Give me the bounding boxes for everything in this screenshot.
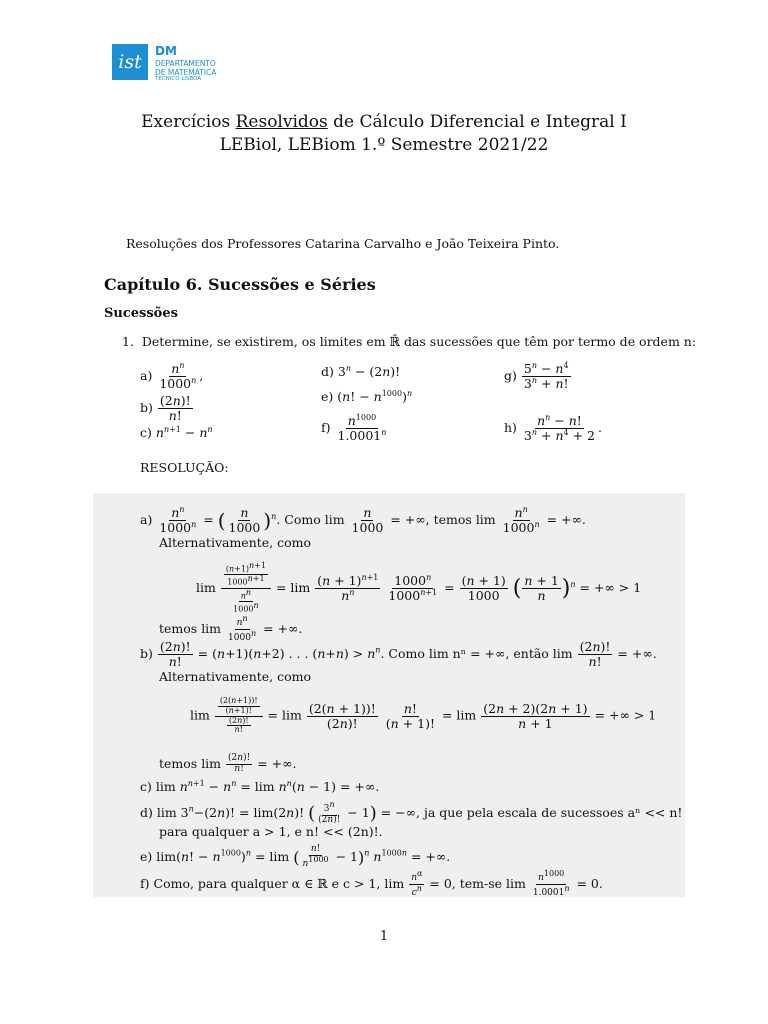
item-g: g) $\frac{5^n - n^4}{3^n + n!}$ xyxy=(504,361,569,392)
item-d: d) $3^n - (2n)$! xyxy=(321,364,401,380)
solution-b-alt-equation: lim $\frac{\frac{(2(n+1))!}{(n+1)!}}{\frac{(2n)!}{n!}}$ = lim $\frac{(2(n + 1))!}{(2n)!}$ $\frac{n!}{(n + 1)!}$ = lim $\frac{(2n + 2)(2n + 1)}{n + 1}$ = +∞ > 1 xyxy=(190,696,657,735)
solution-c: c) $\lim n^{n+1} - n^n = \lim n^n(n - 1)$ = +∞. xyxy=(140,779,380,795)
solution-e: e) lim(n! − $n^{1000})^n = \lim$ ( $\frac{n!}{n^{1000}}$ − 1)$^n$ $n^{1000n}$ = +∞. xyxy=(140,844,451,869)
item-c: c) $n^{n+1} - n^n$ xyxy=(140,425,213,441)
resolution-label: RESOLUÇÃO: xyxy=(140,460,229,475)
document-title: Exercícios Resolvidos de Cálculo Diferencial e Integral I xyxy=(141,112,627,132)
chapter-heading: Capítulo 6. Sucessões e Séries xyxy=(104,275,376,294)
section-heading: Sucessões xyxy=(104,306,178,321)
item-b: b) $\frac{(2n)!}{n!}$ xyxy=(140,393,191,423)
exercise-statement: 1. Determine, se existirem, os limites em ℝ̄ das sucessões que têm por termo de ordem n: xyxy=(122,334,697,349)
alt-label-a: Alternativamente, como xyxy=(159,535,312,550)
solution-b-conclusion: temos lim $\frac{(2n)!}{n!}$ = +∞. xyxy=(159,753,297,774)
department-logo-text: DM DEPARTAMENTO DE MATEMÁTICA TÉCNICO LISBOA xyxy=(155,44,217,82)
authors-line: Resoluções dos Professores Catarina Carvalho e João Teixeira Pinto. xyxy=(126,236,560,251)
ist-logo: ist xyxy=(112,44,148,80)
solution-a-alt-equation: lim $\frac{\frac{(n+1)^{n+1}}{1000^{n+1}}}{\frac{n^n}{1000^n}}$ = lim $\frac{(n + 1)^{n+1}}{n^n}$ $\frac{1000^n}{1000^{n+1}}$ = $\frac{(n + 1)}{1000}$ ( $\frac{n + 1}{n}$ )$^n$ = +∞ > 1 xyxy=(196,561,642,615)
item-h: h) $\frac{n^n - n!}{3^n + n^4 + 2}$ . xyxy=(504,413,602,444)
document-subtitle: LEBiol, LEBiom 1.º Semestre 2021/22 xyxy=(219,135,549,155)
solution-f: f) Como, para qualquer α ∈ ℝ e c > 1, lim $\frac{n^\alpha}{c^n}$ = 0, tem-se lim $\frac{n^{1000}}{1.0001^n}$ = 0. xyxy=(140,869,603,898)
alt-label-b: Alternativamente, como xyxy=(159,669,312,684)
solution-a-conclusion: temos lim $\frac{n^n}{1000^n}$ = +∞. xyxy=(159,614,303,643)
item-e: e) (n! − $n^{1000})^n$ xyxy=(321,389,413,405)
item-f: f) $\frac{n^{1000}}{1.0001^n}$ xyxy=(321,413,387,444)
page-number: 1 xyxy=(379,929,389,944)
solution-d: d) $\lim 3^n-(2n)$! = lim(2n)! ( $\frac{3^n}{(2n)!}$ − 1) = −∞, ja que pela escala de sucessoes aⁿ << n! xyxy=(140,800,683,825)
solution-a: a) $\frac{n^n}{1000^n}$ = ( $\frac{n}{1000}$ )$^n$. Como lim $\frac{n}{1000}$ = +∞, temos lim $\frac{n^n}{1000^n}$ = +∞. xyxy=(140,505,586,536)
solution-b: b) $\frac{(2n)!}{n!}$ = (n+1)(n+2) . . . $(n+n) > n^n$. Como lim nⁿ = +∞, então lim $\frac{(2n)!}{n!}$ = +∞. xyxy=(140,639,657,669)
solution-d-line2: para qualquer a > 1, e n! << (2n)!. xyxy=(159,824,383,839)
item-a: a) $\frac{n^n}{1000^n}$ , xyxy=(140,361,204,392)
